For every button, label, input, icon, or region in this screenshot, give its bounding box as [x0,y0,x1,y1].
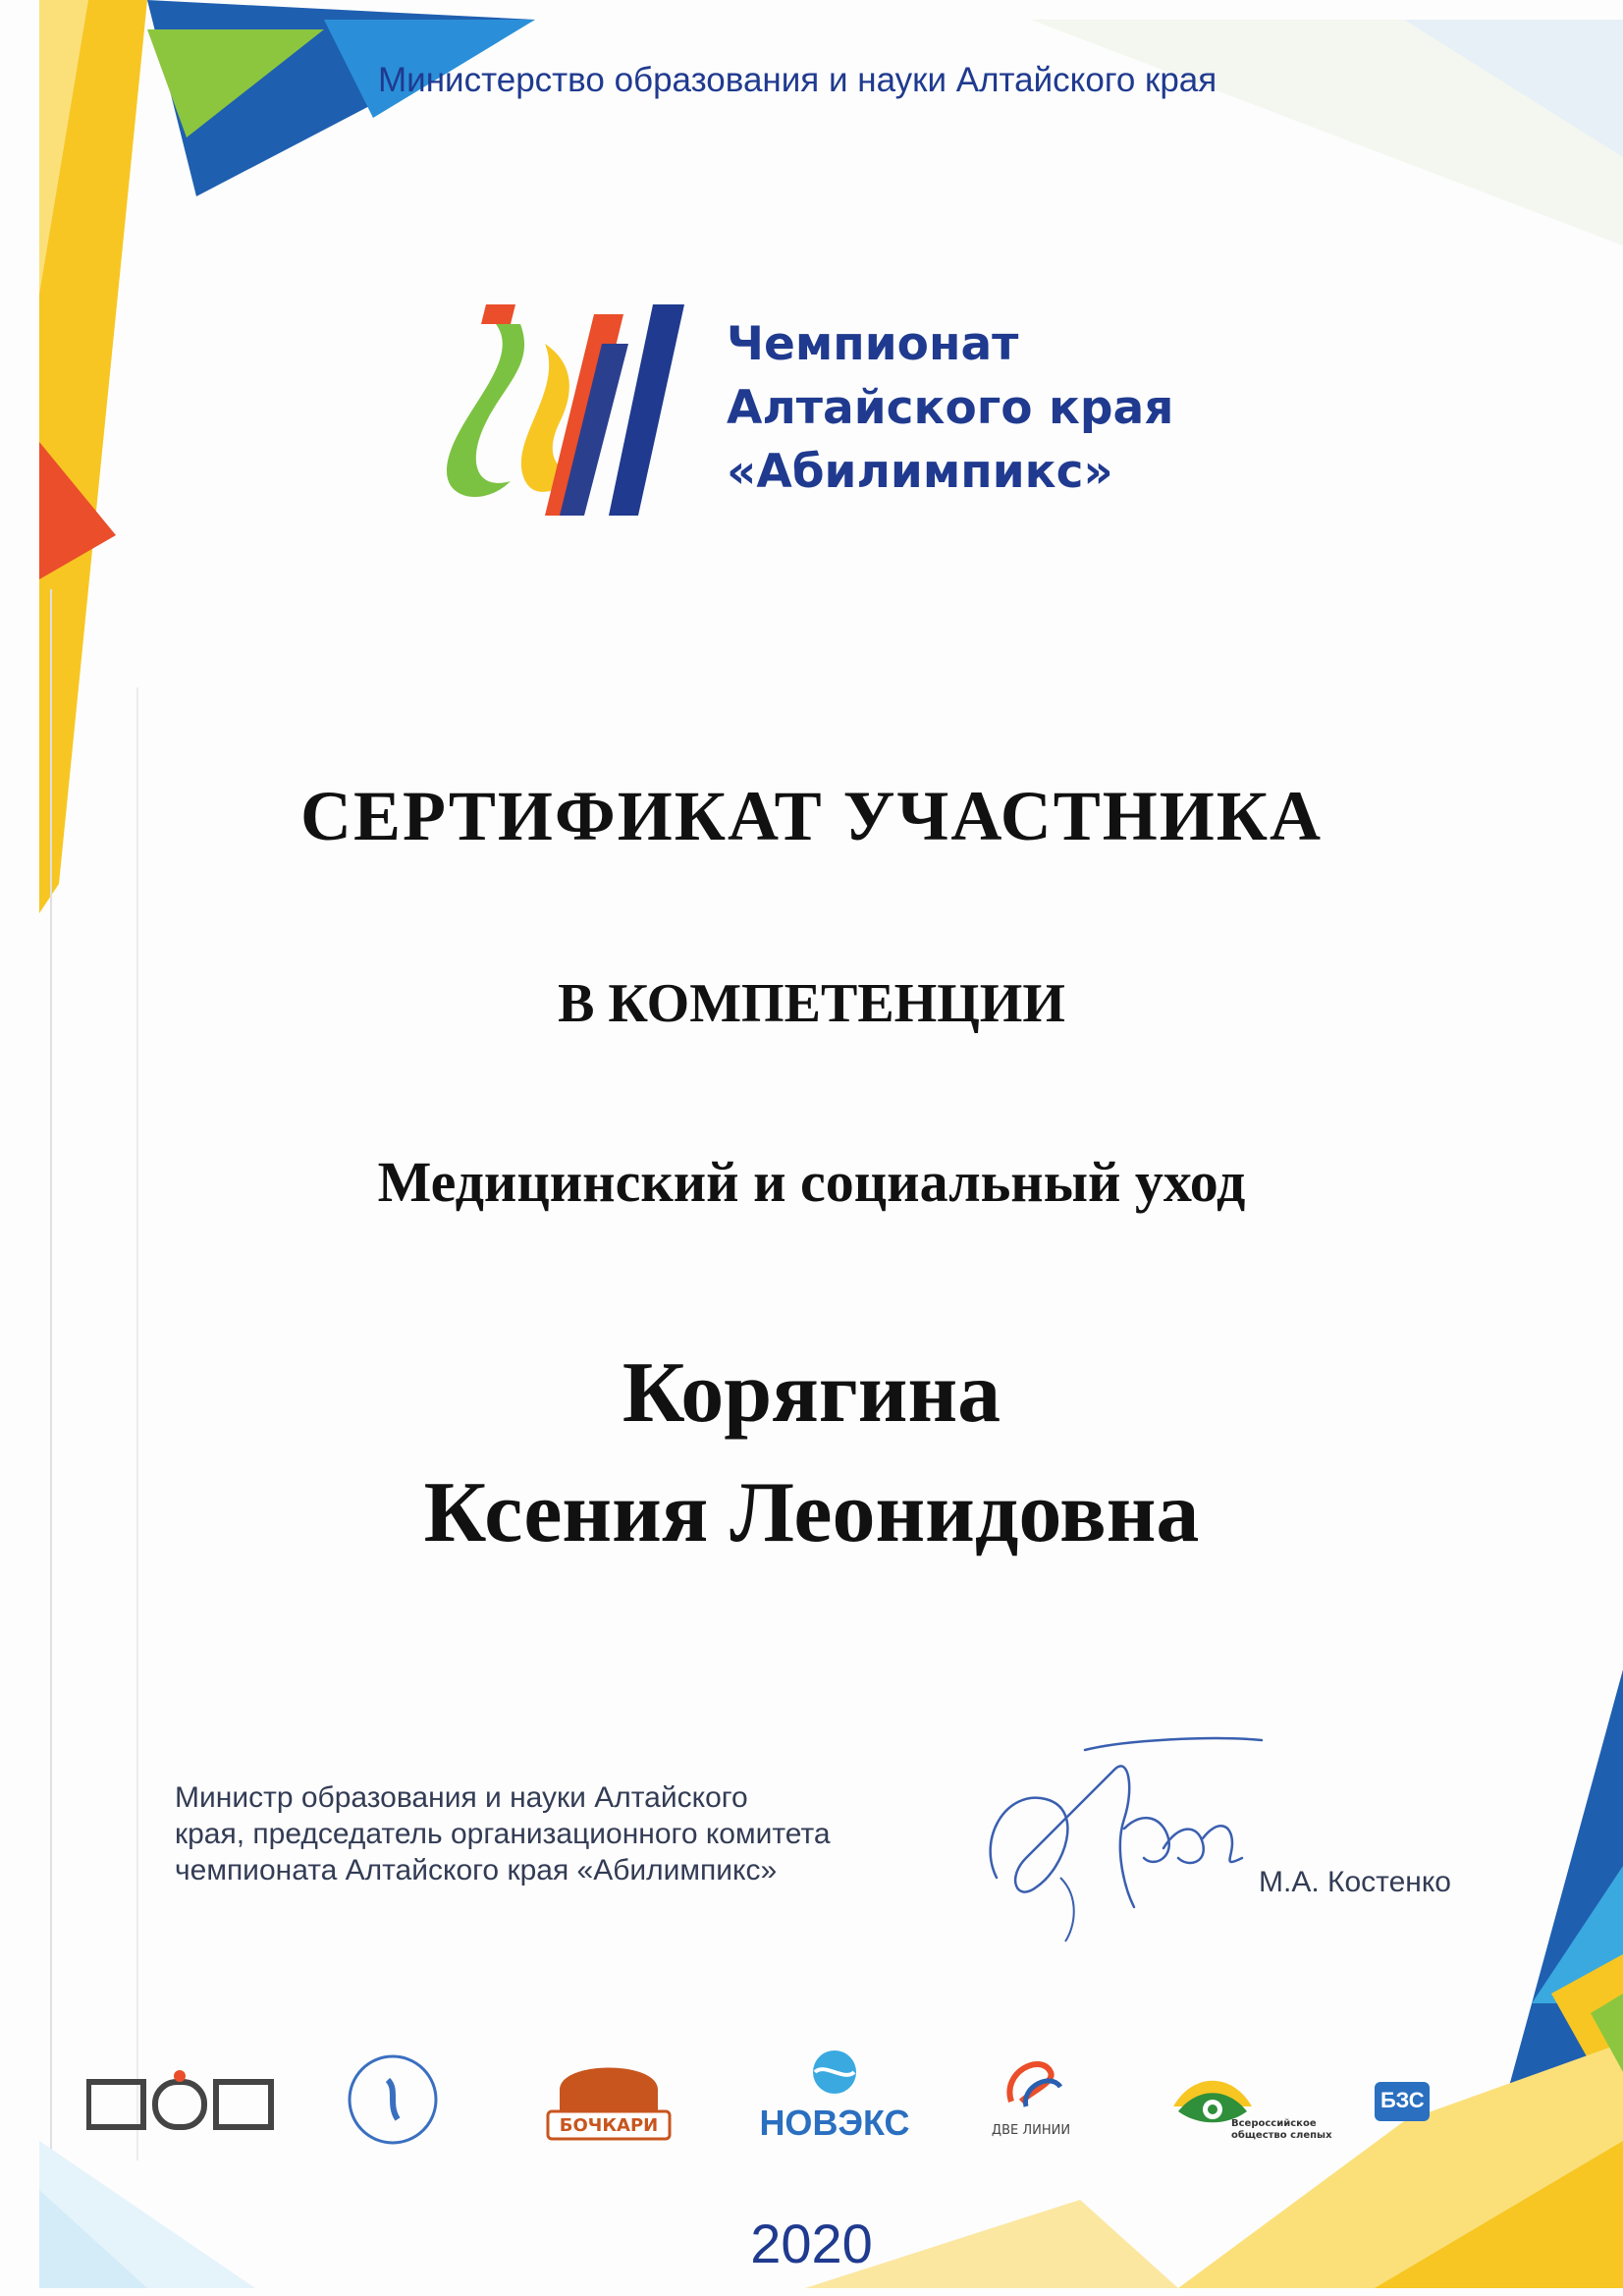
voi-logo-icon [86,2068,283,2137]
certificate-year: 2020 [750,2213,873,2274]
championship-title [727,312,1173,504]
sponsor-name: ДВЕ ЛИНИИ [991,2123,1071,2138]
sponsor-name: Всероссийское общество слепых [1231,2118,1332,2141]
championship-title-line: «Абилимпикс» [727,445,1113,499]
noveks-logo-icon [805,2048,864,2097]
sponsor-noveks-logo [746,2048,923,2151]
two-lines-logo-icon [992,2052,1070,2111]
handwritten-signature [967,1730,1271,1946]
sponsor-blind-society-logo [1168,2057,1335,2151]
signatory-position-line: чемпионата Алтайского края «Абилимпикс» [175,1854,778,1886]
sponsor-name: БЗС [1380,2088,1425,2112]
signatory-position [175,1779,941,1888]
participant-given-names: Ксения Леонидовна [423,1465,1200,1560]
participant-surname: Корягина [622,1345,1001,1441]
sponsor-deaf-society-logo [344,2050,442,2149]
championship-title-line: Чемпионат [727,317,1019,371]
sponsor-voi-logo [86,2068,283,2137]
signatory-name: М.А. Костенко [1259,1866,1451,1898]
certificate-title: СЕРТИФИКАТ УЧАСТНИКА [300,777,1323,855]
signatory-position-line: края, председатель организационного комитета [175,1818,831,1850]
competence-label: В КОМПЕТЕНЦИИ [558,973,1065,1034]
sponsor-two-lines-logo [972,2052,1090,2151]
sponsor-name: БОЧКАРИ [559,2115,659,2136]
deaf-society-logo-icon [344,2050,442,2149]
competence-name: Медицинский и социальный уход [377,1150,1246,1214]
sponsor-name: НОВЭКС [759,2103,910,2143]
sponsor-bzs-logo [1375,2082,1532,2131]
ministry-header: Министерство образования и науки Алтайского края [378,61,1217,99]
championship-title-line: Алтайского края [727,381,1174,435]
signatory-position-line: Министр образования и науки Алтайского [175,1781,748,1814]
abilympics-logo-icon [427,304,712,520]
sponsor-bochkari-logo [540,2050,677,2149]
